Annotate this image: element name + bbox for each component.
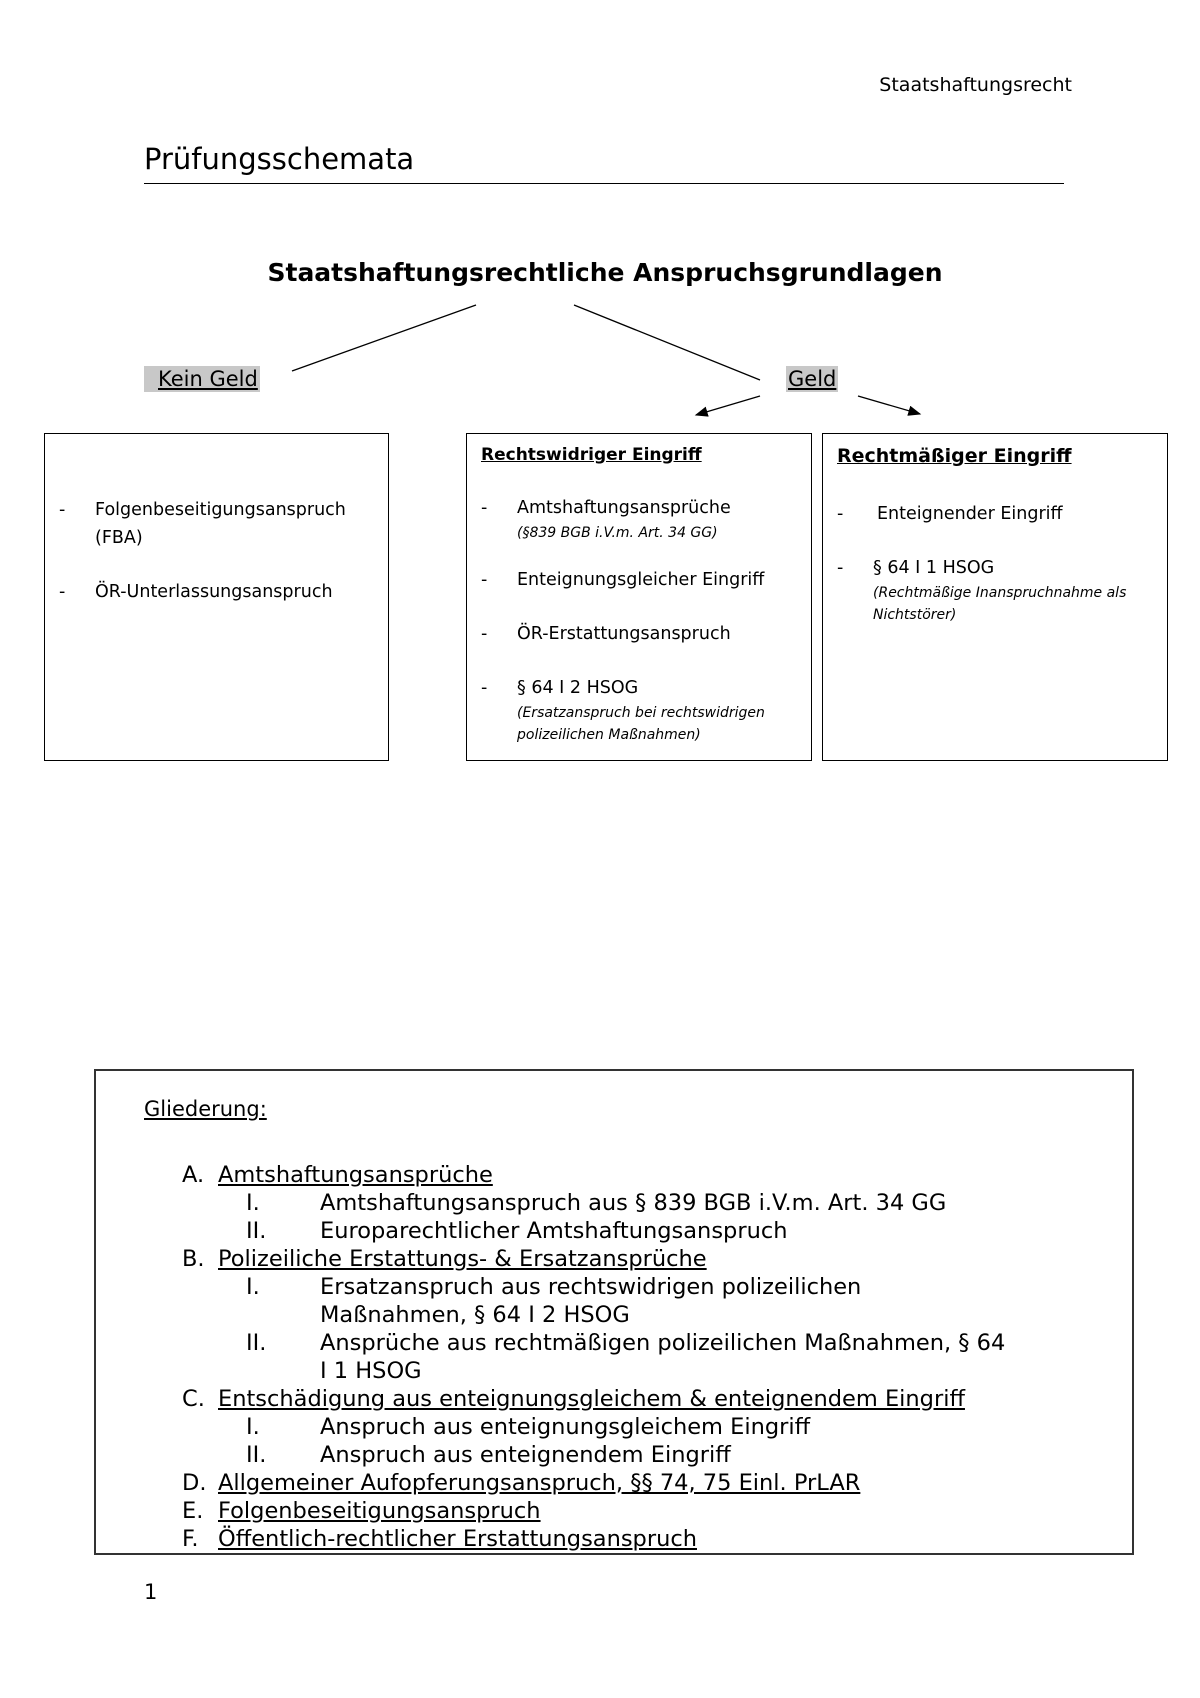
section-title: Polizeiliche Erstattungs- & Ersatzansprüche (218, 1246, 707, 1272)
list-item-note: (Ersatzanspruch bei rechtswidrigen (517, 705, 765, 721)
list-dash: - (837, 504, 844, 524)
item-text-continuation: I 1 HSOG (320, 1358, 422, 1384)
outline-box (94, 1069, 1134, 1555)
list-item-note: (§839 BGB i.V.m. Art. 34 GG) (517, 525, 718, 541)
section-title: Amtshaftungsansprüche (218, 1162, 493, 1188)
diagram-title: Staatshaftungsrechtliche Anspruchsgrundlagen (267, 258, 943, 287)
section-letter: D. (182, 1470, 207, 1496)
section-title: Öffentlich-rechtlicher Erstattungsanspruch (218, 1526, 697, 1552)
item-text: Ersatzanspruch aus rechtswidrigen polizeilichen (320, 1274, 862, 1300)
connector-to-geld (574, 305, 760, 380)
list-dash: - (837, 558, 844, 578)
box-rechtswidriger-eingriff (466, 433, 812, 761)
item-text: Anspruch aus enteignungsgleichem Eingriff (320, 1414, 811, 1440)
list-item-text: Enteignender Eingriff (877, 504, 1063, 524)
branch-kein-geld: Kein Geld (144, 366, 260, 392)
list-dash: - (481, 624, 488, 644)
list-item-text: ÖR-Unterlassungsanspruch (95, 582, 333, 602)
box-kein-geld (44, 433, 389, 761)
item-number: I. (246, 1274, 260, 1300)
item-number: II. (246, 1330, 267, 1356)
section-letter: E. (182, 1498, 204, 1524)
box-heading: Rechtswidriger Eingriff (481, 445, 702, 465)
arrow-to-rechtmaessig (858, 396, 920, 414)
item-number: I. (246, 1414, 260, 1440)
section-title: Folgenbeseitigungsanspruch (218, 1498, 541, 1524)
list-item-text: Folgenbeseitigungsanspruch (95, 500, 346, 520)
section-title: Allgemeiner Aufopferungsanspruch, §§ 74, 75 Einl. PrLAR (218, 1470, 861, 1496)
running-header: Staatshaftungsrecht (879, 74, 1072, 96)
item-number: II. (246, 1218, 267, 1244)
item-number: I. (246, 1190, 260, 1216)
list-dash: - (481, 678, 488, 698)
list-dash: - (481, 570, 488, 590)
item-number: II. (246, 1442, 267, 1468)
branch-geld: Geld (788, 367, 837, 391)
list-item-note: polizeilichen Maßnahmen) (517, 727, 701, 743)
list-item-text: ÖR-Erstattungsanspruch (517, 624, 731, 644)
list-dash: - (59, 500, 66, 520)
list-item-note: Nichtstörer) (873, 607, 957, 623)
list-item-text: (FBA) (95, 528, 143, 548)
item-text: Europarechtlicher Amtshaftungsanspruch (320, 1218, 788, 1244)
page-title: Prüfungsschemata (144, 142, 415, 176)
item-text: Anspruch aus enteignendem Eingriff (320, 1442, 731, 1468)
list-item-text: § 64 I 1 HSOG (873, 558, 995, 578)
section-title: Entschädigung aus enteignungsgleichem & enteignendem Eingriff (218, 1386, 965, 1412)
section-letter: A. (182, 1162, 205, 1188)
box-rechtmaessiger-eingriff (822, 433, 1168, 761)
section-letter: F. (182, 1526, 199, 1552)
section-letter: B. (182, 1246, 205, 1272)
list-dash: - (59, 582, 66, 602)
connector-to-kein-geld (292, 305, 476, 371)
list-item-text: § 64 I 2 HSOG (517, 678, 639, 698)
box-heading: Rechtmäßiger Eingriff (837, 445, 1072, 467)
list-item-text: Enteignungsgleicher Eingriff (517, 570, 765, 590)
list-item-text: Amtshaftungsansprüche (517, 498, 731, 518)
list-dash: - (481, 498, 488, 518)
section-letter: C. (182, 1386, 205, 1412)
item-text: Ansprüche aus rechtmäßigen polizeilichen Maßnahmen, § 64 (320, 1330, 1006, 1356)
list-item-note: (Rechtmäßige Inanspruchnahme als (873, 585, 1127, 601)
item-text: Amtshaftungsanspruch aus § 839 BGB i.V.m. Art. 34 GG (320, 1190, 947, 1216)
item-text-continuation: Maßnahmen, § 64 I 2 HSOG (320, 1302, 630, 1328)
page-number: 1 (144, 1580, 158, 1604)
arrow-to-rechtswidrig (696, 396, 760, 415)
outline-heading: Gliederung: (144, 1097, 267, 1121)
